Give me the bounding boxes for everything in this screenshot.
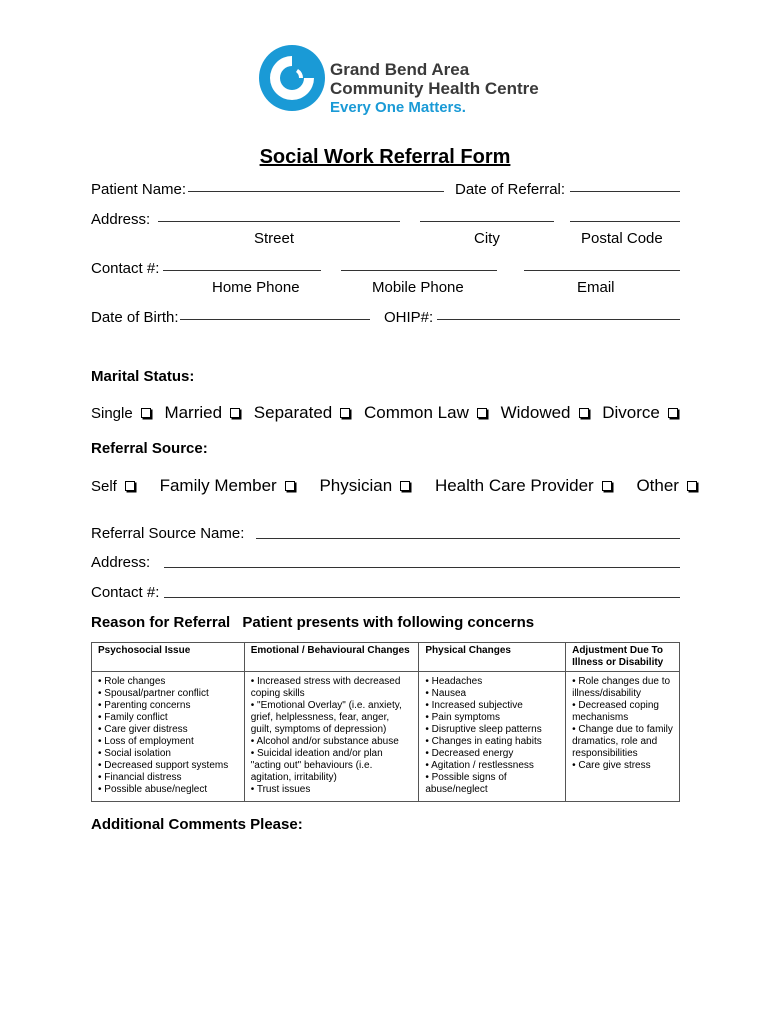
list-item: • Family conflict [98,712,168,723]
option-common-law-label: Common Law [363,403,469,422]
list-item: • Care giver distress [98,724,188,735]
header-emotional: Emotional / Behavioural Changes [244,643,419,672]
self-checkbox[interactable] [125,481,135,491]
email-field[interactable] [524,270,680,271]
date-of-referral-field[interactable] [570,191,680,192]
option-other-label: Other [636,476,679,495]
contact-label: Contact #: [91,260,160,277]
city-field[interactable] [420,221,554,222]
patient-name-field[interactable] [188,191,444,192]
page-title: Social Work Referral Form [259,146,511,168]
separated-checkbox[interactable] [340,408,350,418]
additional-comments-heading: Additional Comments Please: [91,816,303,833]
option-widowed-label: Widowed [500,403,571,422]
marital-status-options [91,403,687,423]
option-married-label: Married [164,403,223,422]
org-name-line2: Community Health Centre [330,79,539,98]
physician-checkbox[interactable] [400,481,410,491]
adjustment-cell [566,672,680,802]
marital-status-heading: Marital Status: [91,368,195,385]
list-item: • Possible signs of abuse/neglect [425,772,507,795]
referral-address-label: Address: [91,554,151,571]
ohip-label: OHIP#: [384,309,434,326]
list-item: • Agitation / restlessness [425,760,534,771]
street-caption: Street [254,230,295,247]
list-item: • Nausea [425,688,467,699]
option-family-member-label: Family Member [159,476,277,495]
concerns-table [91,642,680,802]
concerns-header-row [92,643,680,672]
list-item: • Role changes due to illness/disability [572,676,671,699]
married-checkbox[interactable] [230,408,240,418]
list-item: • Change due to family dramatics, role and responsibilities [572,724,673,759]
postal-code-field[interactable] [570,221,680,222]
mobile-phone-field[interactable] [341,270,497,271]
list-item: • Alcohol and/or substance abuse [250,736,399,747]
list-item: • Financial distress [98,772,182,783]
org-tagline: Every One Matters. [330,99,466,116]
city-caption: City [474,230,500,247]
option-separated-label: Separated [253,403,333,422]
option-single-label: Single [91,405,133,422]
address-label: Address: [91,211,151,228]
list-item: • Decreased coping mechanisms [572,700,659,723]
list-item: • Parenting concerns [98,700,191,711]
home-phone-caption: Home Phone [212,279,300,296]
reason-heading [91,614,534,631]
concerns-body-row [92,672,680,802]
postal-code-caption: Postal Code [581,230,663,247]
org-name-line1: Grand Bend Area [330,60,470,79]
option-health-care-provider-label: Health Care Provider [434,476,594,495]
list-item: • Role changes [98,676,166,687]
common-law-checkbox[interactable] [477,408,487,418]
list-item: • Decreased energy [425,748,514,759]
list-item: • Possible abuse/neglect [98,784,208,795]
option-physician-label: Physician [319,476,393,495]
date-of-birth-field[interactable] [180,319,370,320]
referral-source-name-field[interactable] [256,538,680,539]
list-item: • Care give stress [572,760,651,771]
emotional-cell [244,672,419,802]
additional-comments-area[interactable] [91,840,680,1000]
psychosocial-cell [92,672,245,802]
physical-cell [419,672,566,802]
header-psychosocial: Psychosocial Issue [92,643,245,672]
referral-source-options [91,476,706,496]
date-of-referral-label: Date of Referral: [455,181,566,198]
option-self-label: Self [91,478,117,495]
list-item: • "Emotional Overlay" (i.e. anxiety, grief, helplessness, fear, anger, guilt, symptoms of depression) [250,700,402,735]
list-item: • Loss of employment [98,736,194,747]
list-item: • Headaches [425,676,483,687]
list-item: • Changes in eating habits [425,736,542,747]
header-physical: Physical Changes [419,643,566,672]
list-item: • Increased subjective [425,700,523,711]
family-member-checkbox[interactable] [285,481,295,491]
ohip-field[interactable] [437,319,680,320]
other-checkbox[interactable] [687,481,697,491]
date-of-birth-label: Date of Birth: [91,309,179,326]
list-item: • Increased stress with decreased coping skills [250,676,401,699]
list-item: • Social isolation [98,748,171,759]
patient-name-label: Patient Name: [91,181,187,198]
street-field[interactable] [158,221,400,222]
logo-swirl-icon [258,44,326,112]
home-phone-field[interactable] [163,270,321,271]
list-item: • Pain symptoms [425,712,500,723]
list-item: • Trust issues [250,784,311,795]
list-item: • Spousal/partner conflict [98,688,209,699]
mobile-phone-caption: Mobile Phone [372,279,464,296]
referral-address-field[interactable] [164,567,680,568]
referral-source-name-label: Referral Source Name: [91,525,245,542]
referral-source-heading: Referral Source: [91,440,208,457]
referral-contact-field[interactable] [164,597,680,598]
patient-concerns-label: Patient presents with following concerns [242,614,535,631]
option-divorce-label: Divorce [602,403,660,422]
reason-for-referral-label: Reason for Referral [91,614,231,631]
widowed-checkbox[interactable] [579,408,589,418]
referral-contact-label: Contact #: [91,584,160,601]
list-item: • Disruptive sleep patterns [425,724,542,735]
email-caption: Email [577,279,615,296]
header-adjustment: Adjustment Due To Illness or Disability [566,643,680,672]
list-item: • Suicidal ideation and/or plan "acting out" behaviours (i.e. agitation, irritability) [250,748,383,783]
divorce-checkbox[interactable] [668,408,678,418]
health-care-provider-checkbox[interactable] [602,481,612,491]
list-item: • Decreased support systems [98,760,229,771]
single-checkbox[interactable] [141,408,151,418]
